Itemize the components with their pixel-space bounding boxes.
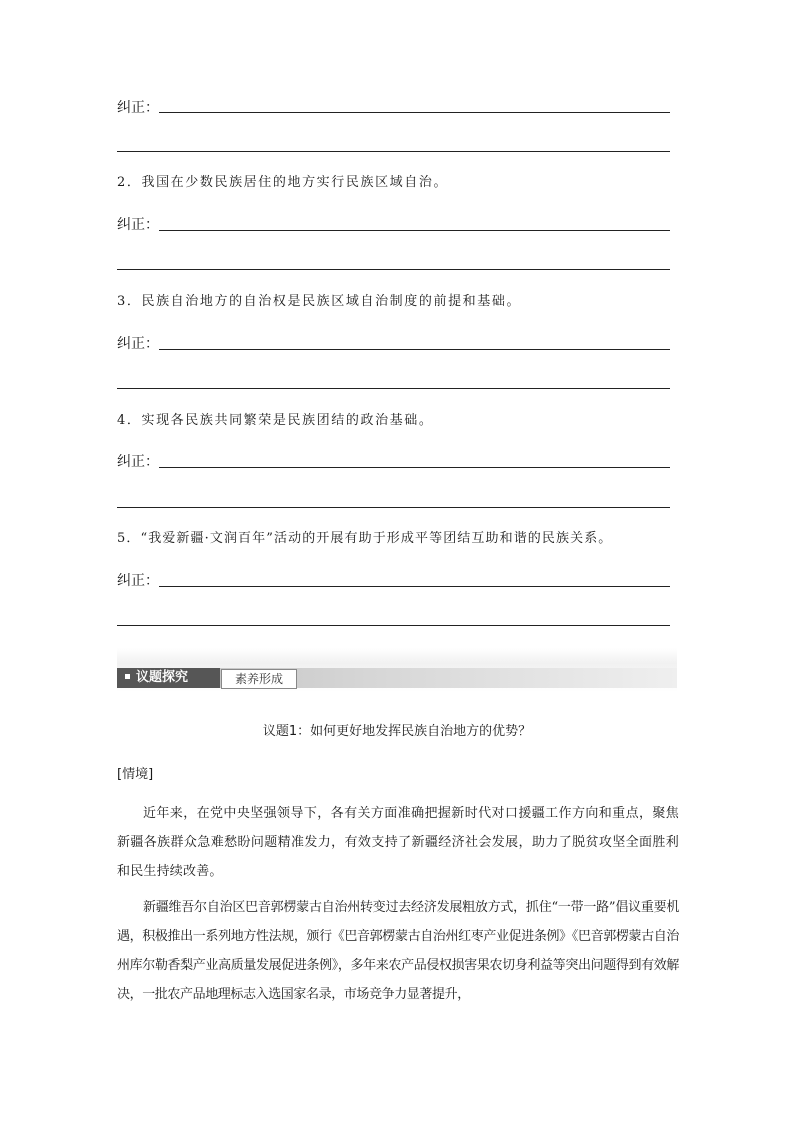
- section-banner-primary: [117, 668, 220, 688]
- statement-item-2: 2．我国在少数民族居住的地方实行民族区域自治。: [117, 175, 449, 190]
- correction-label-2: 纠正：: [117, 217, 159, 233]
- topic-title: 议题1：如何更好地发挥民族自治地方的优势？: [262, 724, 532, 739]
- correction-line-2a[interactable]: [159, 230, 670, 231]
- correction-line-5a[interactable]: [159, 586, 670, 587]
- statement-item-4: 4．实现各民族共同繁荣是民族团结的政治基础。: [117, 413, 434, 428]
- bullet-square-icon: [125, 674, 130, 679]
- correction-line-4b[interactable]: [117, 507, 670, 508]
- correction-line-5b[interactable]: [117, 625, 670, 626]
- context-paragraph-1: 近年来，在党中央坚强领导下，各有关方面准确把握新时代对口援疆工作方向和重点，聚焦新疆各族群众急难愁盼问题精准发力，有效支持了新疆经济社会发展，助力了脱贫攻坚全面胜利和民生持续改善。: [117, 806, 679, 879]
- context-paragraph-2: 新疆维吾尔自治区巴音郭楞蒙古自治州转变过去经济发展粗放方式，抓住“一带一路”倡议重要机遇，积极推出一系列地方性法规，颁行《巴音郭楞蒙古自治州红枣产业促进条例》《巴音郭楞蒙古自治州库尔勒香梨产业高质量发展促进条例》，多年来农产品侵权损害果农切身利益等突出问题得到有效解决，一批农产品地理标志入选国家名录，市场竞争力显著提升，: [117, 900, 679, 1002]
- section-banner-primary-label: 议题探究: [136, 670, 189, 685]
- correction-line-2b[interactable]: [117, 269, 670, 270]
- correction-label-4: 纠正：: [117, 454, 159, 470]
- statement-item-5: 5．“我爱新疆·文润百年”活动的开展有助于形成平等团结互助和谐的民族关系。: [117, 531, 613, 546]
- correction-label-5: 纠正：: [117, 573, 159, 589]
- correction-label-3: 纠正：: [117, 336, 159, 352]
- section-banner-secondary: 素养形成: [221, 669, 297, 689]
- correction-label-1: 纠正：: [117, 100, 159, 116]
- correction-line-1a[interactable]: [159, 112, 670, 113]
- correction-line-4a[interactable]: [159, 467, 670, 468]
- correction-line-3b[interactable]: [117, 388, 670, 389]
- statement-item-3: 3．民族自治地方的自治权是民族区域自治制度的前提和基础。: [117, 294, 522, 309]
- context-label: [情境]: [117, 767, 154, 782]
- correction-line-1b[interactable]: [117, 151, 670, 152]
- correction-line-3a[interactable]: [159, 349, 670, 350]
